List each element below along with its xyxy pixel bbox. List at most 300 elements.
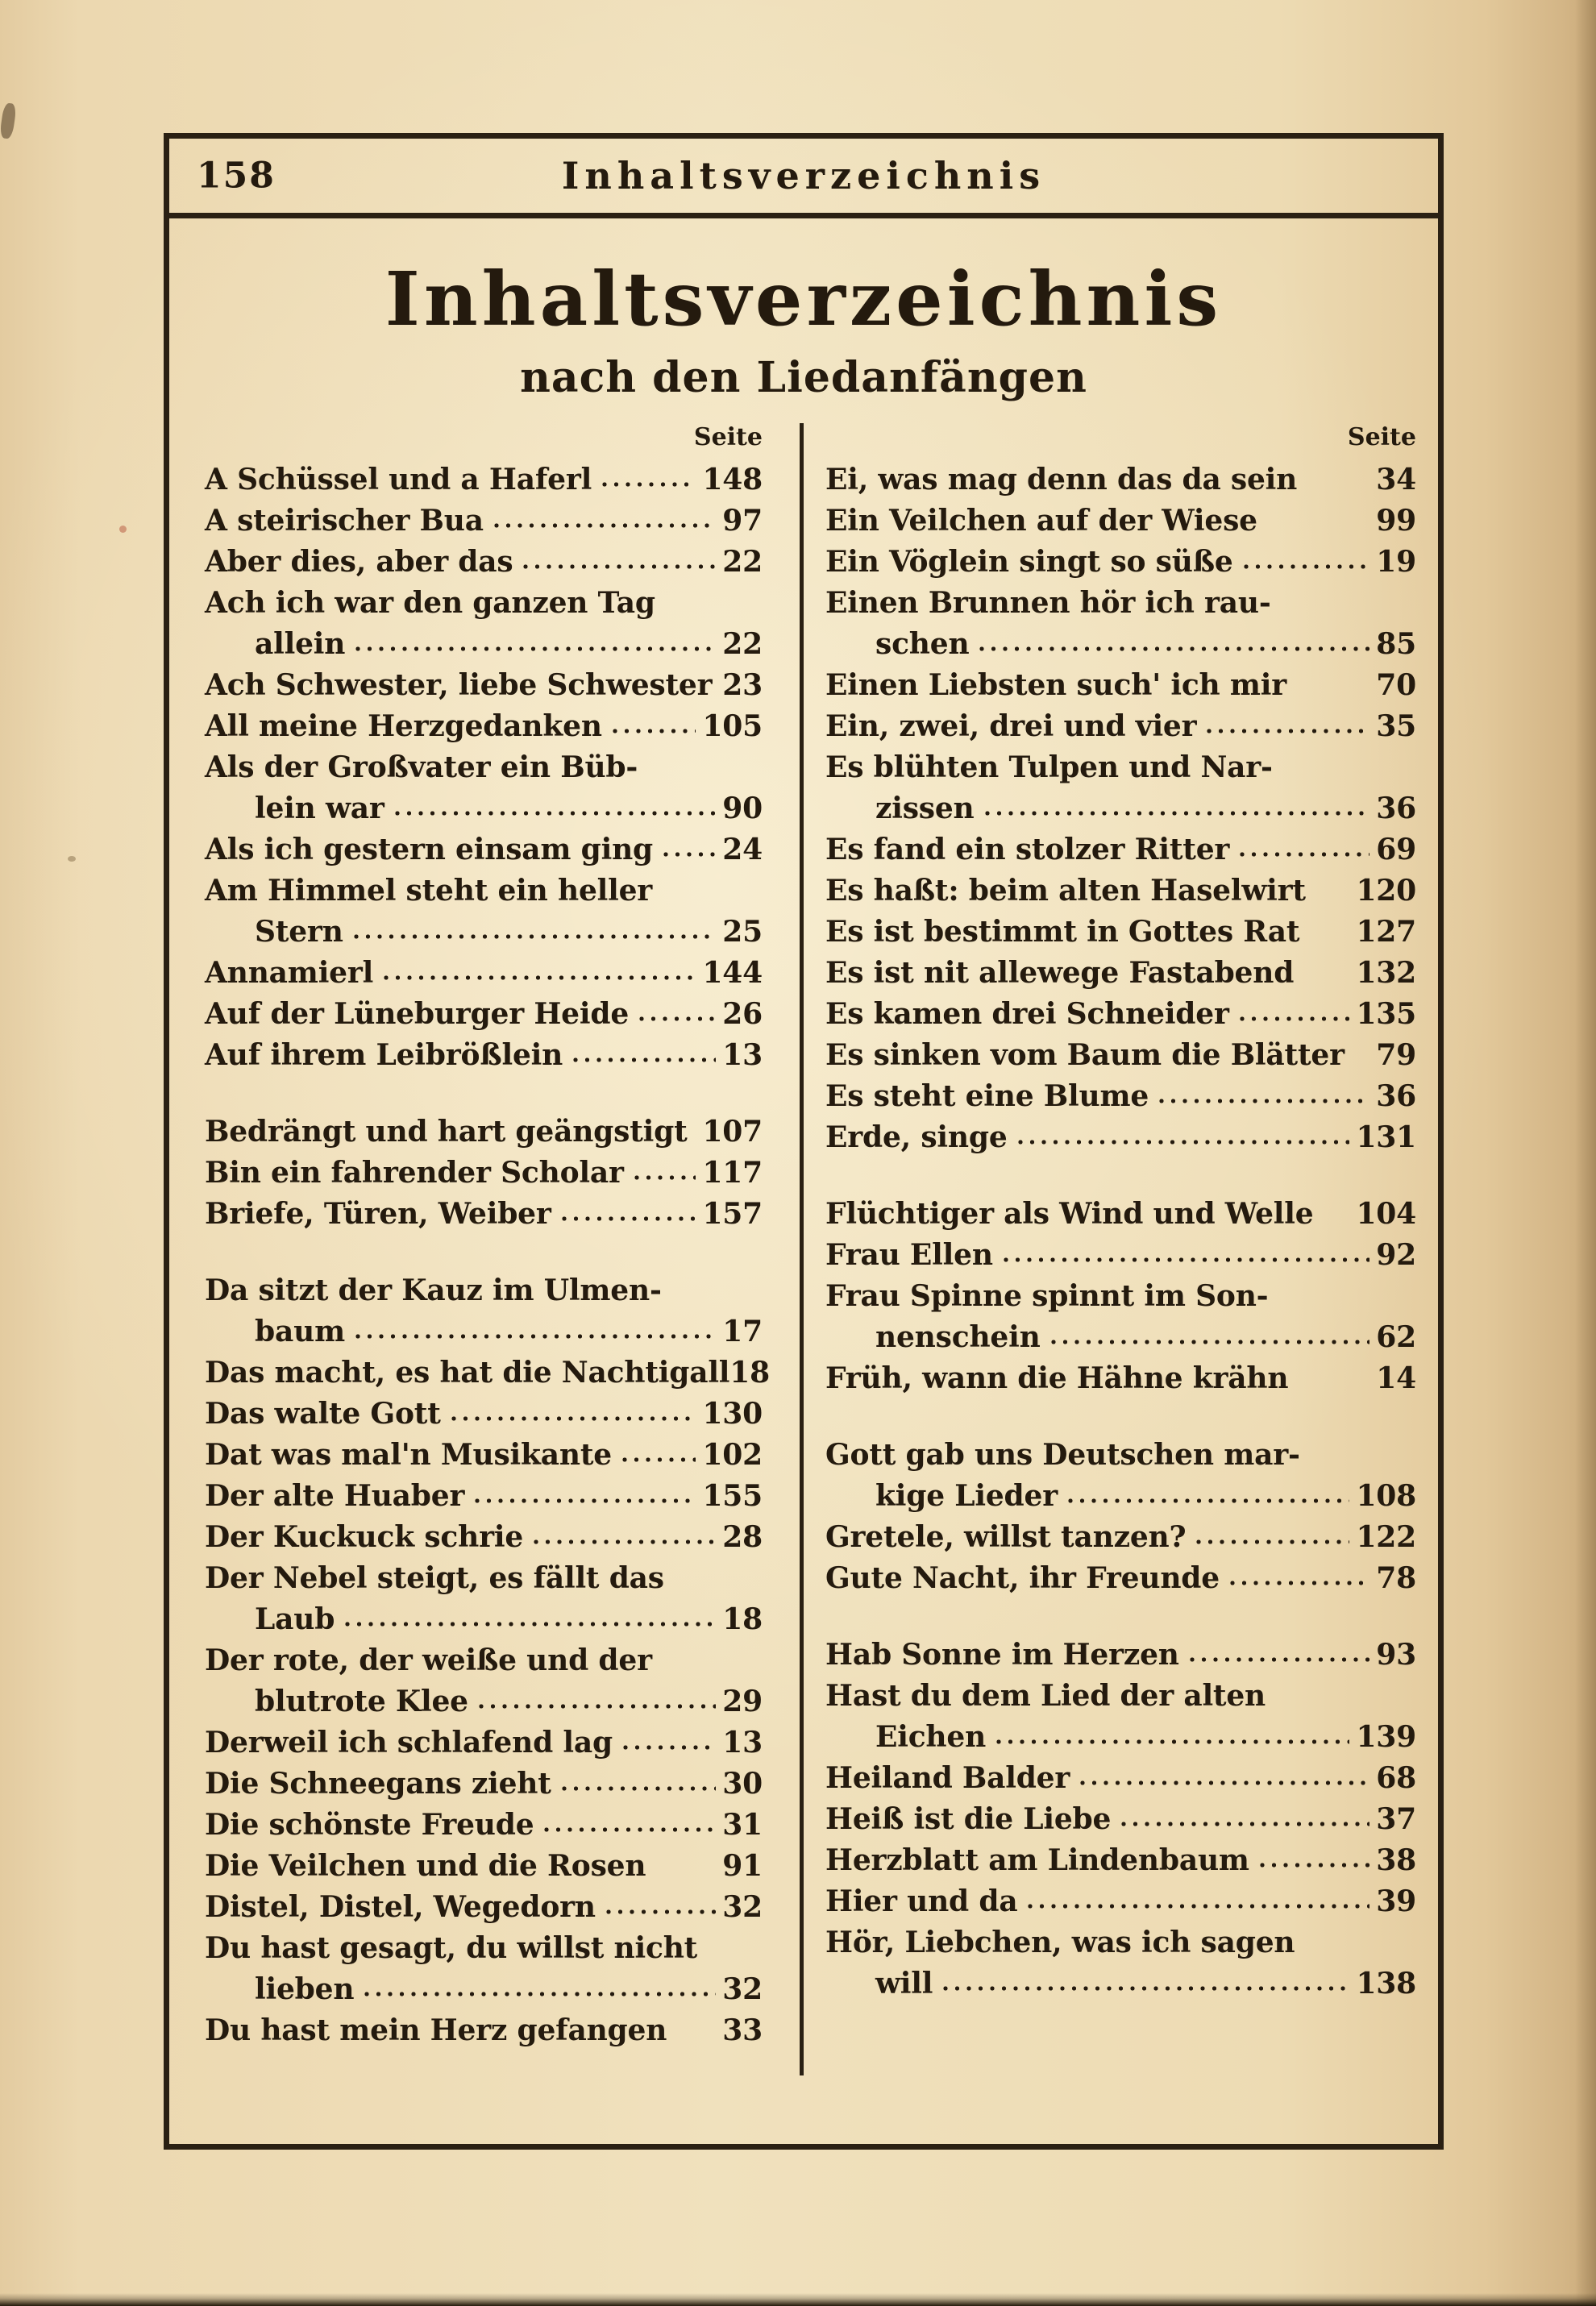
page-number: 135 bbox=[1356, 996, 1416, 1031]
page-number: 105 bbox=[702, 708, 763, 743]
toc-entry-line bbox=[825, 994, 1416, 1035]
dot-leader bbox=[521, 562, 716, 571]
toc-entry bbox=[205, 1394, 763, 1435]
page-number: 130 bbox=[702, 1396, 763, 1431]
page-number: 91 bbox=[722, 1848, 763, 1883]
song-title: Hast du dem Lied der alten bbox=[825, 1678, 1266, 1713]
dot-leader bbox=[1237, 850, 1369, 859]
song-title-continuation: lein war bbox=[255, 791, 384, 825]
toc-entry-line bbox=[205, 994, 763, 1035]
dot-leader bbox=[983, 808, 1370, 818]
dot-leader bbox=[1025, 1901, 1369, 1911]
dot-leader bbox=[1049, 1337, 1370, 1347]
scan-speck bbox=[0, 102, 17, 139]
toc-entry bbox=[825, 1117, 1416, 1158]
song-title: Gretele, willst tanzen? bbox=[825, 1519, 1187, 1554]
toc-entry-line bbox=[825, 583, 1416, 624]
toc-entry bbox=[825, 747, 1416, 829]
page-number: 31 bbox=[722, 1807, 763, 1842]
song-title: Ein Veilchen auf der Wiese bbox=[825, 503, 1257, 538]
toc-entry-line bbox=[825, 1635, 1416, 1676]
toc-entry bbox=[205, 1153, 763, 1194]
toc-entry-line bbox=[825, 1435, 1416, 1476]
song-title: Der alte Huaber bbox=[205, 1478, 465, 1513]
toc-entry bbox=[205, 1846, 763, 1887]
toc-entries-right bbox=[825, 459, 1416, 2005]
dot-leader bbox=[571, 1055, 716, 1065]
toc-group bbox=[825, 1194, 1416, 1399]
dot-leader bbox=[1237, 1014, 1350, 1024]
page-subtitle: nach den Liedanfängen bbox=[520, 352, 1087, 402]
song-title: Gott gab uns Deutschen mar- bbox=[825, 1437, 1300, 1472]
toc-entry-line bbox=[825, 1235, 1416, 1276]
page-edge-shadow-right bbox=[1575, 0, 1596, 2306]
toc-entry-line bbox=[825, 501, 1416, 542]
toc-entry bbox=[825, 1276, 1416, 1358]
toc-entry-line bbox=[205, 1153, 763, 1194]
song-title: Als der Großvater ein Büb- bbox=[205, 750, 638, 784]
toc-entry bbox=[825, 1235, 1416, 1276]
toc-entry-line bbox=[205, 1035, 763, 1076]
toc-entry-line bbox=[205, 1764, 763, 1805]
toc-entry-line bbox=[205, 1558, 763, 1599]
toc-entry bbox=[825, 1635, 1416, 1676]
page-border-frame bbox=[164, 133, 1444, 2150]
song-title: Die Veilchen und die Rosen bbox=[205, 1848, 646, 1883]
page-number: 22 bbox=[722, 626, 763, 661]
page-number: 157 bbox=[702, 1196, 763, 1231]
song-title: Heiß ist die Liebe bbox=[825, 1801, 1112, 1836]
dot-leader bbox=[381, 973, 696, 983]
page-number: 39 bbox=[1376, 1884, 1416, 1918]
dot-leader bbox=[1157, 1096, 1369, 1106]
page-number: 107 bbox=[702, 1114, 763, 1149]
toc-entry-line bbox=[825, 912, 1416, 953]
dot-leader bbox=[632, 1173, 696, 1182]
toc-entry-line bbox=[205, 747, 763, 788]
toc-entry bbox=[205, 459, 763, 501]
toc-entry bbox=[825, 912, 1416, 953]
toc-entry bbox=[825, 953, 1416, 994]
toc-entry bbox=[205, 1805, 763, 1846]
toc-entries-left bbox=[205, 459, 770, 2051]
toc-entry bbox=[205, 1435, 763, 1476]
page-number: 35 bbox=[1376, 708, 1416, 743]
song-title: Gute Nacht, ihr Freunde bbox=[825, 1560, 1220, 1595]
running-page-number: 158 bbox=[197, 155, 276, 197]
song-title: Du hast gesagt, du willst nicht bbox=[205, 1930, 698, 1965]
dot-leader bbox=[620, 1455, 696, 1465]
page-number: 90 bbox=[722, 791, 763, 825]
page-number: 70 bbox=[1376, 667, 1416, 702]
toc-entry bbox=[205, 1194, 763, 1235]
toc-entry-line bbox=[825, 1881, 1416, 1922]
toc-entry-line-continuation bbox=[205, 912, 763, 953]
toc-entry-line bbox=[825, 1558, 1416, 1599]
page-number: 148 bbox=[702, 462, 763, 497]
song-title: Es sinken vom Baum die Blätter bbox=[825, 1037, 1345, 1072]
toc-entry-line-continuation bbox=[205, 1599, 763, 1640]
dot-leader bbox=[472, 1496, 696, 1506]
toc-entry-line bbox=[825, 829, 1416, 870]
dot-leader bbox=[1078, 1778, 1369, 1788]
toc-group bbox=[825, 1435, 1416, 1599]
song-title: Hör, Liebchen, was ich sagen bbox=[825, 1925, 1295, 1959]
toc-entry bbox=[825, 1435, 1416, 1517]
toc-entry bbox=[205, 583, 763, 665]
page-number: 79 bbox=[1376, 1037, 1416, 1072]
toc-entry bbox=[205, 1476, 763, 1517]
toc-entry bbox=[825, 994, 1416, 1035]
page-number: 26 bbox=[722, 996, 763, 1031]
song-title: Ach Schwester, liebe Schwester bbox=[205, 667, 713, 702]
seite-column-header: Seite bbox=[1347, 422, 1416, 451]
song-title: A Schüssel und a Haferl bbox=[205, 462, 592, 497]
page-edge-shadow-bottom bbox=[0, 2293, 1596, 2306]
song-title-continuation: zissen bbox=[875, 791, 975, 825]
song-title: Am Himmel steht ein heller bbox=[205, 873, 653, 908]
toc-entry-line bbox=[205, 1394, 763, 1435]
song-title: Es blühten Tulpen und Nar- bbox=[825, 750, 1273, 784]
toc-entry-line bbox=[825, 1799, 1416, 1840]
page-number: 28 bbox=[722, 1519, 763, 1554]
toc-entry-line bbox=[205, 1640, 763, 1681]
title-block bbox=[169, 256, 1438, 402]
dot-leader bbox=[977, 644, 1369, 654]
toc-entry bbox=[825, 542, 1416, 583]
toc-entry bbox=[825, 1922, 1416, 2005]
song-title: Die Schneegans zieht bbox=[205, 1766, 551, 1801]
song-title-continuation: lieben bbox=[255, 1972, 355, 2006]
toc-entry bbox=[825, 501, 1416, 542]
toc-entry-line bbox=[205, 1846, 763, 1887]
song-title: Früh, wann die Hähne krähn bbox=[825, 1361, 1289, 1395]
page-number: 132 bbox=[1356, 955, 1416, 990]
song-title: Hab Sonne im Herzen bbox=[825, 1637, 1179, 1672]
toc-entry bbox=[825, 706, 1416, 747]
song-title: Bedrängt und hart geängstigt bbox=[205, 1114, 688, 1149]
toc-entry bbox=[825, 1799, 1416, 1840]
dot-leader bbox=[600, 480, 696, 489]
toc-entry bbox=[205, 747, 763, 829]
toc-entry bbox=[205, 2010, 763, 2051]
page-number: 34 bbox=[1376, 462, 1416, 497]
toc-entry-line bbox=[205, 1928, 763, 1969]
page-number: 32 bbox=[722, 1889, 763, 1924]
dot-leader bbox=[559, 1214, 696, 1224]
toc-entry-line-continuation bbox=[205, 1311, 763, 1352]
song-title-continuation: blutrote Klee bbox=[255, 1684, 468, 1718]
toc-entry-line bbox=[825, 1922, 1416, 1963]
song-title: Als ich gestern einsam ging bbox=[205, 832, 654, 866]
toc-entry-line bbox=[205, 459, 763, 501]
toc-entry-line bbox=[825, 1358, 1416, 1399]
toc-entry-line bbox=[825, 1076, 1416, 1117]
toc-entry-line bbox=[205, 1476, 763, 1517]
toc-entry bbox=[205, 1111, 763, 1153]
toc-entry-line-continuation bbox=[205, 624, 763, 665]
toc-columns bbox=[169, 423, 1438, 2075]
page-number: 29 bbox=[722, 1684, 763, 1718]
toc-entry-line bbox=[205, 1805, 763, 1846]
toc-entry-line bbox=[825, 1517, 1416, 1558]
toc-entry-line-continuation bbox=[825, 1476, 1416, 1517]
running-header-title: Inhaltsverzeichnis bbox=[561, 154, 1046, 197]
song-title: Der rote, der weiße und der bbox=[205, 1643, 652, 1677]
page-number: 92 bbox=[1376, 1237, 1416, 1272]
dot-leader bbox=[1187, 1655, 1370, 1664]
toc-entry-line bbox=[205, 1435, 763, 1476]
song-title: All meine Herzgedanken bbox=[205, 708, 602, 743]
song-title: Es ist nit allewege Fastabend bbox=[825, 955, 1295, 990]
song-title: Es kamen drei Schneider bbox=[825, 996, 1229, 1031]
toc-entry bbox=[825, 1558, 1416, 1599]
toc-group bbox=[205, 1270, 770, 2051]
toc-entry-line bbox=[205, 1194, 763, 1235]
toc-entry bbox=[205, 1640, 763, 1722]
toc-entry bbox=[205, 1928, 763, 2010]
page-number: 18 bbox=[722, 1602, 763, 1636]
page-number: 24 bbox=[722, 832, 763, 866]
toc-entry-line bbox=[825, 1840, 1416, 1881]
toc-entry bbox=[205, 542, 763, 583]
song-title: Derweil ich schlafend lag bbox=[205, 1725, 613, 1760]
page-number: 85 bbox=[1376, 626, 1416, 661]
dot-leader bbox=[941, 1984, 1349, 1993]
page-number: 99 bbox=[1376, 503, 1416, 538]
dot-leader bbox=[343, 1619, 716, 1629]
toc-entry-line-continuation bbox=[825, 624, 1416, 665]
song-title: Distel, Distel, Wegedorn bbox=[205, 1889, 596, 1924]
song-title: Frau Ellen bbox=[825, 1237, 993, 1272]
toc-entry bbox=[825, 459, 1416, 501]
page-number: 37 bbox=[1376, 1801, 1416, 1836]
toc-entry-line bbox=[205, 829, 763, 870]
page-number: 36 bbox=[1376, 1078, 1416, 1113]
page-number: 62 bbox=[1376, 1319, 1416, 1354]
page-number: 14 bbox=[1376, 1361, 1416, 1395]
dot-leader bbox=[994, 1737, 1349, 1747]
toc-entry bbox=[205, 1352, 770, 1394]
song-title-continuation: baum bbox=[255, 1314, 345, 1348]
dot-leader bbox=[1016, 1137, 1350, 1147]
page-number: 127 bbox=[1356, 914, 1416, 949]
song-title: Annamierl bbox=[205, 955, 374, 990]
page-number: 104 bbox=[1356, 1196, 1416, 1231]
dot-leader bbox=[351, 932, 717, 941]
toc-entry bbox=[205, 870, 763, 953]
page-title: Inhaltsverzeichnis bbox=[384, 256, 1223, 343]
toc-entry bbox=[205, 1722, 763, 1764]
song-title: Herzblatt am Lindenbaum bbox=[825, 1843, 1249, 1877]
toc-entry-line bbox=[825, 1035, 1416, 1076]
dot-leader bbox=[476, 1701, 716, 1711]
running-header bbox=[169, 139, 1438, 218]
song-title: Auf ihrem Leibrößlein bbox=[205, 1037, 563, 1072]
page-number: 25 bbox=[722, 914, 763, 949]
page-number: 102 bbox=[702, 1437, 763, 1472]
toc-group bbox=[205, 459, 763, 1076]
page-number: 13 bbox=[722, 1725, 763, 1760]
dot-leader bbox=[604, 1907, 716, 1917]
song-title: Es fand ein stolzer Ritter bbox=[825, 832, 1230, 866]
dot-leader bbox=[353, 1332, 716, 1341]
song-title: A steirischer Bua bbox=[205, 503, 484, 538]
song-title: Hier und da bbox=[825, 1884, 1018, 1918]
toc-entry bbox=[825, 1194, 1416, 1235]
dot-leader bbox=[1066, 1496, 1349, 1506]
toc-entry bbox=[825, 665, 1416, 706]
scan-speck bbox=[68, 856, 76, 862]
toc-group bbox=[825, 1635, 1416, 2005]
toc-entry-line bbox=[825, 870, 1416, 912]
song-title-continuation: Stern bbox=[255, 914, 343, 949]
toc-entry-line bbox=[825, 1194, 1416, 1235]
song-title: Ei, was mag denn das da sein bbox=[825, 462, 1298, 497]
page-number: 19 bbox=[1376, 544, 1416, 579]
song-title: Dat was mal'n Musikante bbox=[205, 1437, 612, 1472]
page-number: 108 bbox=[1356, 1478, 1416, 1513]
toc-entry-line-continuation bbox=[825, 788, 1416, 829]
page-number: 36 bbox=[1376, 791, 1416, 825]
page-number: 38 bbox=[1376, 1843, 1416, 1877]
page-number: 23 bbox=[722, 667, 763, 702]
dot-leader bbox=[637, 1014, 716, 1024]
toc-entry bbox=[825, 1076, 1416, 1117]
toc-entry bbox=[825, 1758, 1416, 1799]
song-title: Der Nebel steigt, es fällt das bbox=[205, 1560, 664, 1595]
page-number: 33 bbox=[722, 2013, 763, 2047]
toc-entry bbox=[205, 994, 763, 1035]
toc-entry bbox=[825, 870, 1416, 912]
toc-group bbox=[825, 459, 1416, 1158]
toc-entry-line bbox=[205, 665, 763, 706]
toc-entry bbox=[825, 1358, 1416, 1399]
song-title: Es ist bestimmt in Gottes Rat bbox=[825, 914, 1300, 949]
toc-entry bbox=[205, 1558, 763, 1640]
page-number: 68 bbox=[1376, 1760, 1416, 1795]
song-title-continuation: will bbox=[875, 1966, 933, 2001]
dot-leader bbox=[610, 726, 696, 736]
song-title: Briefe, Türen, Weiber bbox=[205, 1196, 551, 1231]
toc-entry-line bbox=[205, 706, 763, 747]
dot-leader bbox=[531, 1537, 716, 1547]
toc-entry bbox=[205, 1517, 763, 1558]
toc-entry bbox=[825, 1517, 1416, 1558]
toc-entry-line bbox=[205, 1887, 763, 1928]
song-title: Du hast mein Herz gefangen bbox=[205, 2013, 667, 2047]
toc-entry-line bbox=[205, 1352, 770, 1394]
toc-entry-line bbox=[825, 1276, 1416, 1317]
toc-entry bbox=[825, 1840, 1416, 1881]
toc-entry-line bbox=[205, 583, 763, 624]
dot-leader bbox=[1194, 1537, 1349, 1547]
page-number: 117 bbox=[702, 1155, 763, 1190]
toc-entry-line bbox=[825, 665, 1416, 706]
toc-entry-line bbox=[825, 706, 1416, 747]
toc-entry-line bbox=[205, 1111, 763, 1153]
song-title: Es haßt: beim alten Haselwirt bbox=[825, 873, 1306, 908]
toc-entry-line-continuation bbox=[825, 1717, 1416, 1758]
dot-leader bbox=[1001, 1255, 1370, 1265]
page-number: 22 bbox=[722, 544, 763, 579]
toc-entry-line bbox=[205, 870, 763, 912]
toc-entry bbox=[205, 501, 763, 542]
toc-entry-line bbox=[205, 953, 763, 994]
page-number: 131 bbox=[1356, 1120, 1416, 1154]
page-number: 13 bbox=[722, 1037, 763, 1072]
dot-leader bbox=[542, 1825, 716, 1834]
song-title: Die schönste Freude bbox=[205, 1807, 534, 1842]
page-number: 32 bbox=[722, 1972, 763, 2006]
toc-entry bbox=[825, 1035, 1416, 1076]
song-title-continuation: kige Lieder bbox=[875, 1478, 1058, 1513]
page-number: 30 bbox=[722, 1766, 763, 1801]
toc-entry bbox=[205, 706, 763, 747]
page-number: 18 bbox=[729, 1355, 770, 1390]
page-number: 122 bbox=[1356, 1519, 1416, 1554]
song-title: Es steht eine Blume bbox=[825, 1078, 1149, 1113]
page-number: 139 bbox=[1356, 1719, 1416, 1754]
page-number: 93 bbox=[1376, 1637, 1416, 1672]
song-title: Auf der Lüneburger Heide bbox=[205, 996, 630, 1031]
toc-entry-line bbox=[825, 1758, 1416, 1799]
toc-entry-line bbox=[825, 542, 1416, 583]
song-title-continuation: allein bbox=[255, 626, 346, 661]
toc-entry-line bbox=[205, 501, 763, 542]
toc-entry bbox=[205, 829, 763, 870]
scan-speck bbox=[119, 526, 127, 533]
dot-leader bbox=[393, 808, 717, 818]
toc-entry-line-continuation bbox=[205, 1969, 763, 2010]
toc-entry bbox=[205, 665, 763, 706]
toc-entry-line bbox=[825, 1117, 1416, 1158]
dot-leader bbox=[559, 1784, 717, 1793]
song-title: Einen Brunnen hör ich rau- bbox=[825, 585, 1271, 620]
song-title: Bin ein fahrender Scholar bbox=[205, 1155, 624, 1190]
toc-entry bbox=[825, 1881, 1416, 1922]
song-title: Ein, zwei, drei und vier bbox=[825, 708, 1197, 743]
song-title: Ein Vöglein singt so süße bbox=[825, 544, 1233, 579]
song-title-continuation: Eichen bbox=[875, 1719, 987, 1754]
toc-entry-line bbox=[825, 1676, 1416, 1717]
song-title: Das walte Gott bbox=[205, 1396, 441, 1431]
toc-column-right bbox=[803, 423, 1437, 2005]
toc-column-left bbox=[169, 423, 804, 2075]
toc-entry-line bbox=[205, 1722, 763, 1764]
page-number: 155 bbox=[702, 1478, 763, 1513]
toc-entry-line bbox=[205, 1270, 763, 1311]
toc-entry-line bbox=[205, 542, 763, 583]
dot-leader bbox=[353, 644, 716, 654]
page-number: 120 bbox=[1356, 873, 1416, 908]
song-title: Erde, singe bbox=[825, 1120, 1008, 1154]
song-title: Flüchtiger als Wind und Welle bbox=[825, 1196, 1314, 1231]
toc-entry bbox=[825, 829, 1416, 870]
dot-leader bbox=[621, 1743, 716, 1752]
dot-leader bbox=[1228, 1578, 1369, 1588]
song-title: Das macht, es hat die Nachtigall bbox=[205, 1355, 730, 1390]
song-title: Ach ich war den ganzen Tag bbox=[205, 585, 655, 620]
song-title: Einen Liebsten such' ich mir bbox=[825, 667, 1286, 702]
dot-leader bbox=[1119, 1819, 1369, 1829]
dot-leader bbox=[1257, 1860, 1369, 1870]
toc-entry bbox=[825, 1676, 1416, 1758]
toc-entry-line bbox=[825, 953, 1416, 994]
toc-entry bbox=[205, 1035, 763, 1076]
page-number: 144 bbox=[702, 955, 763, 990]
toc-entry bbox=[205, 953, 763, 994]
